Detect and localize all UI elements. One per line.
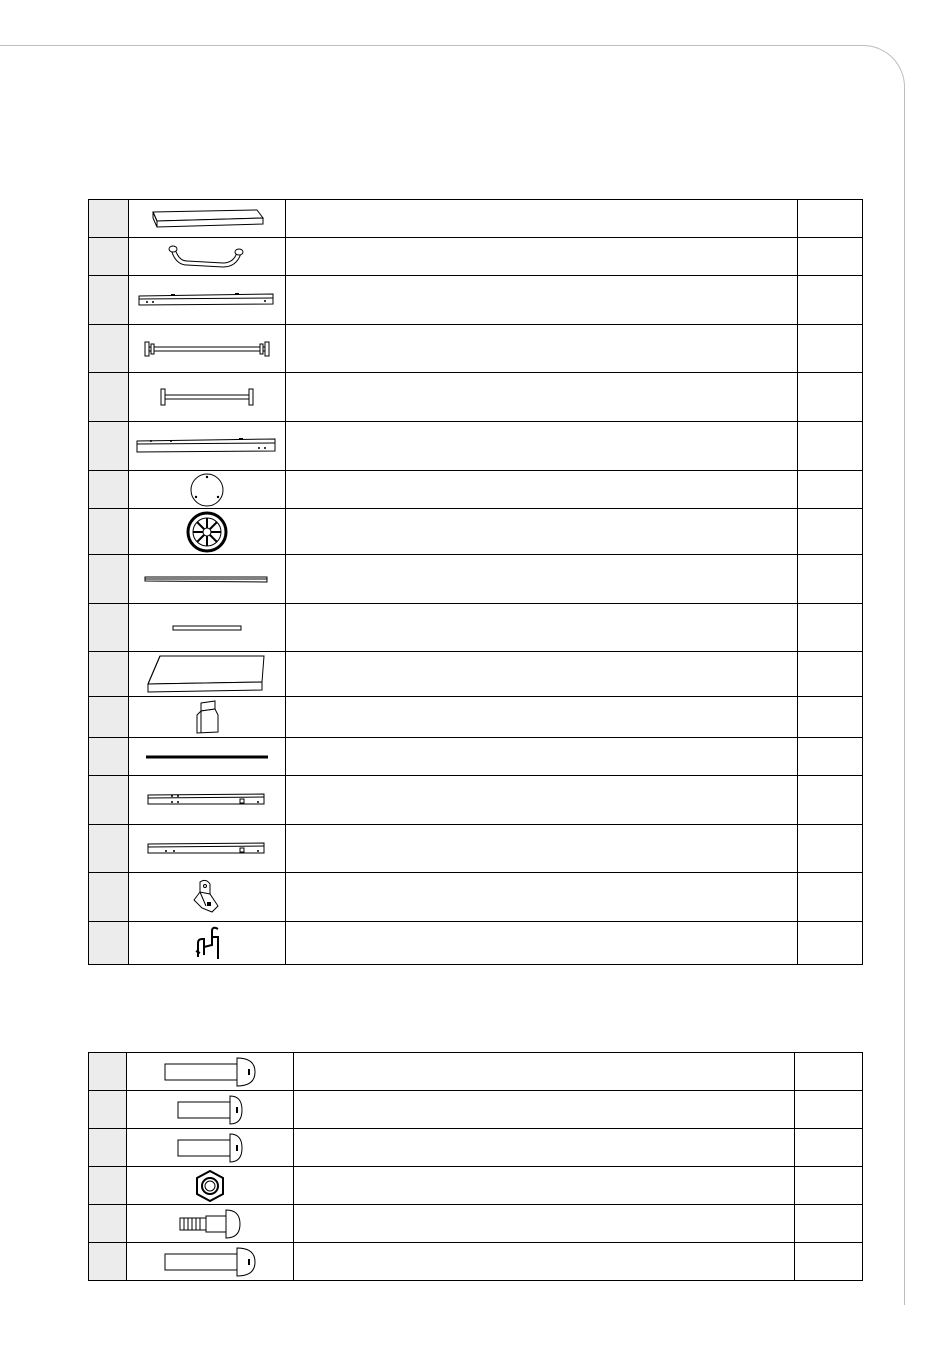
wheel-icon — [186, 511, 228, 553]
medium-bolt-icon — [176, 1132, 244, 1164]
long-bolt-icon — [163, 1056, 257, 1088]
part-quantity-cell — [798, 325, 863, 373]
part-quantity-cell — [798, 276, 863, 325]
table-row — [89, 922, 863, 965]
table-row — [89, 276, 863, 325]
table-row — [89, 825, 863, 873]
part-number-cell — [89, 738, 129, 776]
part-number-cell — [89, 471, 129, 509]
part-number-cell — [89, 373, 129, 422]
hardware-quantity-cell — [795, 1167, 863, 1205]
hardware-table — [88, 1052, 863, 1281]
table-row — [89, 325, 863, 373]
part-quantity-cell — [798, 825, 863, 873]
table-row — [89, 776, 863, 825]
thin-rod-icon — [144, 754, 270, 760]
table-row — [89, 1129, 863, 1167]
medium-bolt-icon — [176, 1094, 244, 1126]
hex-nut-icon — [193, 1169, 227, 1203]
long-bolt-icon — [163, 1246, 257, 1278]
short-axle-bar-icon — [157, 385, 257, 409]
hardware-description-cell — [294, 1167, 795, 1205]
part-description-cell — [286, 738, 798, 776]
part-quantity-cell — [798, 238, 863, 276]
hook-icon — [192, 925, 222, 961]
table-row — [89, 1243, 863, 1281]
table-row — [89, 471, 863, 509]
table-row — [89, 1167, 863, 1205]
part-number-cell — [89, 422, 129, 471]
part-description-cell — [286, 776, 798, 825]
hardware-number-cell — [89, 1243, 127, 1281]
table-row — [89, 1205, 863, 1243]
shoulder-bolt-icon — [178, 1208, 242, 1240]
part-quantity-cell — [798, 697, 863, 738]
table-row — [89, 1091, 863, 1129]
table-row — [89, 555, 863, 604]
part-number-cell — [89, 509, 129, 555]
part-number-cell — [89, 652, 129, 697]
part-quantity-cell — [798, 373, 863, 422]
hardware-quantity-cell — [795, 1053, 863, 1091]
part-description-cell — [286, 922, 798, 965]
long-drilled-rail-icon — [135, 437, 279, 455]
hardware-number-cell — [89, 1053, 127, 1091]
part-quantity-cell — [798, 604, 863, 652]
part-quantity-cell — [798, 509, 863, 555]
part-quantity-cell — [798, 422, 863, 471]
long-strip-icon — [143, 574, 271, 584]
part-quantity-cell — [798, 652, 863, 697]
side-rail-icon — [146, 792, 268, 808]
flat-panel-icon — [146, 654, 268, 694]
part-description-cell — [286, 697, 798, 738]
part-number-cell — [89, 325, 129, 373]
hardware-number-cell — [89, 1205, 127, 1243]
part-number-cell — [89, 873, 129, 922]
part-number-cell — [89, 555, 129, 604]
table-row — [89, 509, 863, 555]
table-row — [89, 873, 863, 922]
part-quantity-cell — [798, 776, 863, 825]
part-description-cell — [286, 325, 798, 373]
part-number-cell — [89, 604, 129, 652]
table-row — [89, 697, 863, 738]
hardware-description-cell — [294, 1129, 795, 1167]
part-description-cell — [286, 471, 798, 509]
part-quantity-cell — [798, 738, 863, 776]
hardware-quantity-cell — [795, 1205, 863, 1243]
table-row — [89, 604, 863, 652]
table-row — [89, 373, 863, 422]
part-number-cell — [89, 276, 129, 325]
side-rail-icon — [146, 841, 268, 857]
part-quantity-cell — [798, 471, 863, 509]
table-row — [89, 652, 863, 697]
part-quantity-cell — [798, 200, 863, 238]
hardware-description-cell — [294, 1243, 795, 1281]
table-row — [89, 200, 863, 238]
hardware-number-cell — [89, 1091, 127, 1129]
part-number-cell — [89, 922, 129, 965]
part-description-cell — [286, 555, 798, 604]
long-axle-bar-icon — [141, 338, 273, 360]
part-number-cell — [89, 200, 129, 238]
part-description-cell — [286, 652, 798, 697]
part-quantity-cell — [798, 555, 863, 604]
part-quantity-cell — [798, 922, 863, 965]
part-description-cell — [286, 825, 798, 873]
part-description-cell — [286, 509, 798, 555]
cart-shelf-icon — [145, 207, 269, 231]
part-number-cell — [89, 238, 129, 276]
hardware-quantity-cell — [795, 1243, 863, 1281]
hardware-description-cell — [294, 1091, 795, 1129]
table-row — [89, 238, 863, 276]
table-row — [89, 738, 863, 776]
part-description-cell — [286, 238, 798, 276]
parts-table — [88, 199, 863, 965]
part-description-cell — [286, 373, 798, 422]
part-description-cell — [286, 276, 798, 325]
part-description-cell — [286, 873, 798, 922]
round-plate-icon — [189, 472, 225, 508]
hardware-number-cell — [89, 1129, 127, 1167]
bracket-icon — [192, 878, 222, 916]
part-number-cell — [89, 776, 129, 825]
drilled-rail-icon — [137, 292, 277, 308]
table-row — [89, 1053, 863, 1091]
table-row — [89, 422, 863, 471]
part-description-cell — [286, 422, 798, 471]
part-number-cell — [89, 825, 129, 873]
hardware-description-cell — [294, 1205, 795, 1243]
hardware-number-cell — [89, 1167, 127, 1205]
u-handle-icon — [165, 243, 249, 271]
part-description-cell — [286, 200, 798, 238]
leg-cap-icon — [193, 699, 221, 735]
short-strip-icon — [171, 624, 243, 632]
part-number-cell — [89, 697, 129, 738]
hardware-description-cell — [294, 1053, 795, 1091]
hardware-quantity-cell — [795, 1091, 863, 1129]
part-description-cell — [286, 604, 798, 652]
hardware-quantity-cell — [795, 1129, 863, 1167]
part-quantity-cell — [798, 873, 863, 922]
